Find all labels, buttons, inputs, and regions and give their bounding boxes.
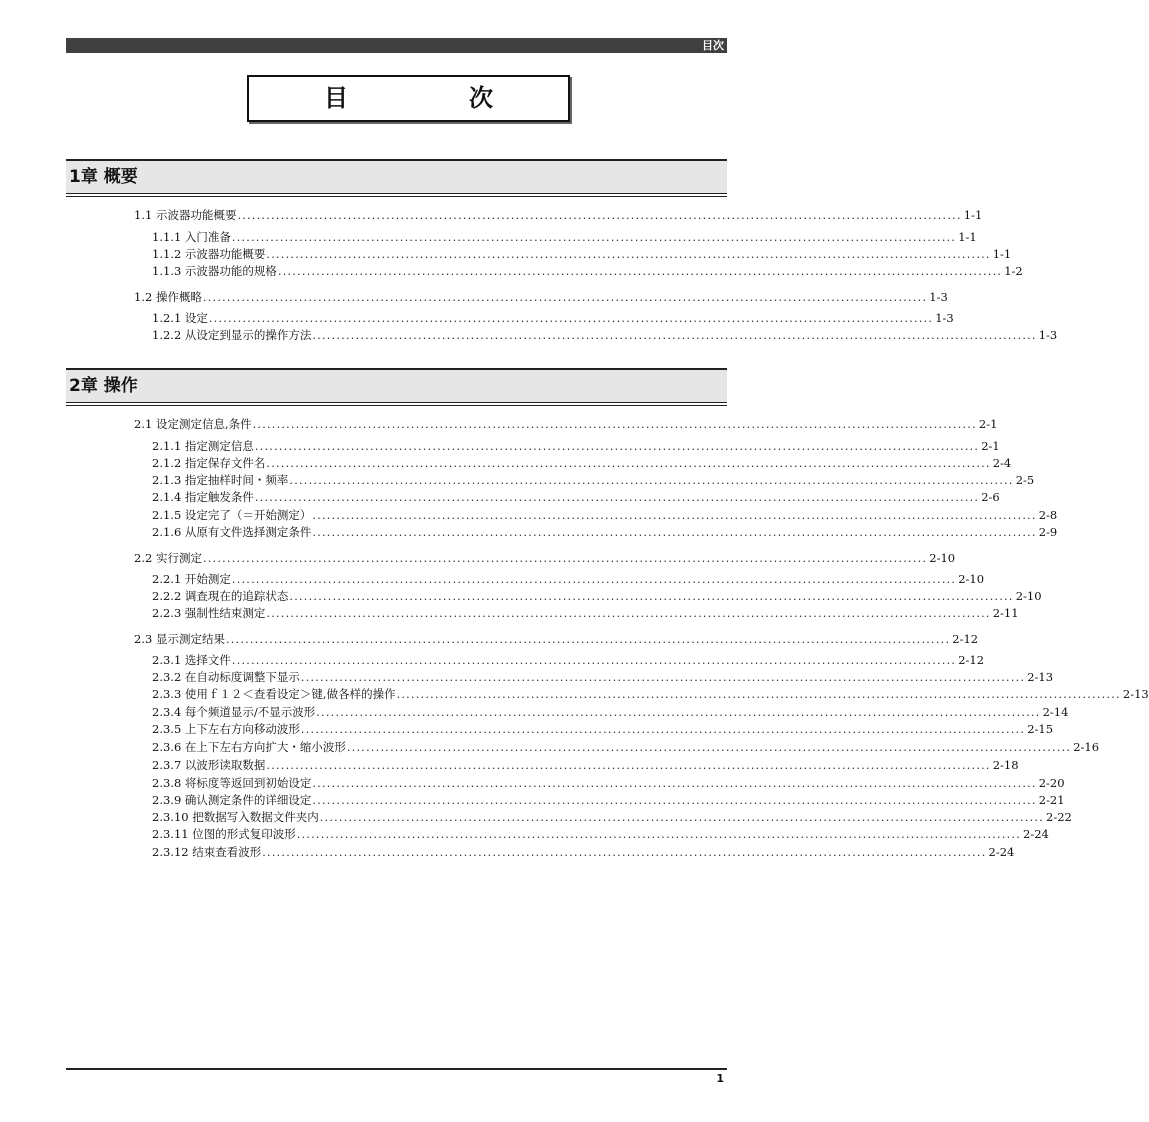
toc-entry-page: 2-11 bbox=[992, 606, 1019, 620]
toc-entry[interactable] bbox=[152, 229, 977, 246]
toc-entry-page: 1-1 bbox=[963, 208, 983, 222]
toc-entry-label: 1.1.2 示波器功能概要 bbox=[152, 247, 266, 261]
toc-leader-dots: ....................................................................................................................................................... bbox=[312, 329, 1037, 342]
page-number: 1 bbox=[716, 1072, 724, 1085]
toc-leader-dots: ....................................................................................................................................................... bbox=[237, 209, 962, 222]
toc-leader-dots: ....................................................................................................................................................... bbox=[300, 671, 1026, 684]
toc-leader-dots: ....................................................................................................................................................... bbox=[231, 231, 957, 244]
toc-entry[interactable] bbox=[152, 263, 1023, 280]
toc-entry[interactable] bbox=[152, 524, 1058, 541]
toc-entry[interactable] bbox=[152, 438, 1000, 455]
toc-entry-page: 2-10 bbox=[958, 572, 985, 586]
page-title-box bbox=[247, 75, 570, 122]
toc-entry-page: 2-12 bbox=[958, 653, 985, 667]
toc-entry-label: 2.3.4 每个频道显示/不显示波形 bbox=[152, 705, 316, 719]
toc-entry-label: 1.1 示波器功能概要 bbox=[134, 208, 237, 222]
toc-leader-dots: ....................................................................................................................................................... bbox=[208, 312, 934, 325]
toc-entry-page: 2-24 bbox=[988, 845, 1015, 859]
toc-entry-label: 2.3.7 以波形读取数据 bbox=[152, 758, 266, 772]
toc-entry[interactable] bbox=[152, 704, 1069, 721]
toc-entry[interactable] bbox=[134, 416, 998, 433]
toc-leader-dots: ....................................................................................................................................................... bbox=[346, 741, 1072, 754]
toc-entry-label: 1.2.1 设定 bbox=[152, 311, 208, 325]
toc-entry-page: 1-3 bbox=[935, 311, 954, 325]
toc-entry-label: 2.1.3 指定抽样时间・频率 bbox=[152, 473, 289, 487]
toc-leader-dots: ....................................................................................................................................................... bbox=[266, 248, 991, 261]
toc-entry[interactable] bbox=[152, 721, 1054, 738]
toc-entry-label: 2.3 显示测定结果 bbox=[134, 632, 225, 646]
toc-entry-page: 2-8 bbox=[1038, 508, 1058, 522]
toc-entry[interactable] bbox=[152, 809, 1072, 826]
chapter-1-heading bbox=[66, 159, 727, 194]
toc-entry[interactable] bbox=[152, 571, 985, 588]
toc-entry[interactable] bbox=[152, 826, 1049, 843]
toc-leader-dots: ....................................................................................................................................................... bbox=[266, 607, 991, 620]
toc-entry-page: 2-10 bbox=[929, 551, 956, 565]
toc-entry[interactable] bbox=[152, 739, 1100, 756]
toc-entry-label: 2.3.2 在自动标度调整下显示 bbox=[152, 670, 300, 684]
toc-leader-dots: ....................................................................................................................................................... bbox=[312, 777, 1037, 790]
toc-entry-label: 2.3.9 确认测定条件的详细设定 bbox=[152, 793, 312, 807]
toc-entry[interactable] bbox=[152, 686, 1149, 703]
toc-entry[interactable] bbox=[152, 489, 1000, 506]
toc-entry-page: 2-18 bbox=[992, 758, 1019, 772]
toc-entry-page: 2-1 bbox=[978, 417, 998, 431]
toc-entry-label: 2.3.12 结束查看波形 bbox=[152, 845, 262, 859]
toc-entry-page: 2-10 bbox=[1015, 589, 1042, 603]
toc-leader-dots: ....................................................................................................................................................... bbox=[262, 846, 987, 859]
toc-entry-label: 1.1.1 入门准备 bbox=[152, 230, 231, 244]
toc-entry[interactable] bbox=[152, 246, 1012, 263]
toc-leader-dots: ....................................................................................................................................................... bbox=[277, 265, 1003, 278]
toc-entry-label: 2.2 实行测定 bbox=[134, 551, 202, 565]
toc-entry[interactable] bbox=[152, 605, 1019, 622]
toc-entry-page: 2-6 bbox=[981, 490, 1000, 504]
toc-leader-dots: ....................................................................................................................................................... bbox=[319, 811, 1045, 824]
toc-entry-label: 2.3.10 把数据写入数据文件夹内 bbox=[152, 810, 319, 824]
toc-entry-page: 1-1 bbox=[992, 247, 1012, 261]
page-title-char-1: 目 bbox=[324, 84, 348, 112]
toc-leader-dots: ....................................................................................................................................................... bbox=[254, 440, 980, 453]
toc-entry-label: 2.3.1 选择文件 bbox=[152, 653, 231, 667]
toc-leader-dots: ....................................................................................................................................................... bbox=[289, 590, 1014, 603]
header-bar bbox=[66, 38, 727, 53]
toc-entry-label: 2.3.5 上下左右方向移动波形 bbox=[152, 722, 300, 736]
toc-entry-label: 1.1.3 示波器功能的规格 bbox=[152, 264, 277, 278]
toc-entry-label: 2.2.2 调查現在的追踪状态 bbox=[152, 589, 289, 603]
chapter-2-heading bbox=[66, 368, 727, 403]
toc-leader-dots: ....................................................................................................................................................... bbox=[266, 759, 991, 772]
toc-entry-label: 2.1.2 指定保存文件名 bbox=[152, 456, 266, 470]
toc-entry-page: 2-15 bbox=[1027, 722, 1054, 736]
toc-leader-dots: ....................................................................................................................................................... bbox=[312, 526, 1037, 539]
toc-leader-dots: ....................................................................................................................................................... bbox=[300, 723, 1026, 736]
toc-leader-dots: ....................................................................................................................................................... bbox=[231, 654, 957, 667]
toc-entry[interactable] bbox=[152, 327, 1058, 344]
toc-entry[interactable] bbox=[152, 844, 1015, 861]
toc-leader-dots: ....................................................................................................................................................... bbox=[202, 552, 928, 565]
toc-entry-page: 2-24 bbox=[1023, 827, 1049, 841]
toc-entry-page: 2-13 bbox=[1027, 670, 1054, 684]
toc-entry[interactable] bbox=[134, 550, 956, 567]
toc-entry-page: 1-2 bbox=[1004, 264, 1023, 278]
toc-leader-dots: ....................................................................................................................................................... bbox=[225, 633, 951, 646]
toc-entry-label: 2.2.1 开始测定 bbox=[152, 572, 231, 586]
toc-entry-page: 2-9 bbox=[1038, 525, 1058, 539]
toc-entry-page: 2-22 bbox=[1046, 810, 1072, 824]
toc-entry[interactable] bbox=[152, 775, 1065, 792]
chapter-1-title: 1章 概要 bbox=[69, 167, 138, 187]
toc-leader-dots: ....................................................................................................................................................... bbox=[266, 457, 991, 470]
toc-entry[interactable] bbox=[134, 631, 979, 648]
toc-entry-label: 2.3.3 使用ｆ１２＜查看设定＞键,做各样的操作 bbox=[152, 687, 396, 701]
header-label: 目次 bbox=[702, 39, 724, 52]
toc-entry-page: 2-20 bbox=[1038, 776, 1065, 790]
toc-entry-label: 2.1.6 从原有文件选择测定条件 bbox=[152, 525, 312, 539]
toc-entry-page: 1-1 bbox=[958, 230, 977, 244]
toc-entry[interactable] bbox=[152, 455, 1012, 472]
toc-entry[interactable] bbox=[152, 472, 1035, 489]
toc-entry[interactable] bbox=[152, 652, 985, 669]
toc-entry-label: 2.1.4 指定触发条件 bbox=[152, 490, 254, 504]
toc-entry-page: 2-5 bbox=[1015, 473, 1035, 487]
toc-entry[interactable] bbox=[134, 289, 948, 306]
toc-entry-label: 2.3.8 将标度等返回到初始设定 bbox=[152, 776, 312, 790]
toc-entry[interactable] bbox=[152, 507, 1058, 524]
toc-entry-page: 2-16 bbox=[1073, 740, 1100, 754]
toc-entry-page: 1-3 bbox=[929, 290, 948, 304]
chapter-2-title: 2章 操作 bbox=[69, 376, 138, 396]
toc-leader-dots: ....................................................................................................................................................... bbox=[231, 573, 957, 586]
toc-leader-dots: ....................................................................................................................................................... bbox=[396, 688, 1121, 701]
toc-leader-dots: ....................................................................................................................................................... bbox=[289, 474, 1014, 487]
toc-entry-page: 2-14 bbox=[1042, 705, 1069, 719]
toc-entry[interactable] bbox=[152, 792, 1065, 809]
toc-entry-label: 2.1.1 指定测定信息 bbox=[152, 439, 254, 453]
toc-entry-label: 2.1.5 设定完了（＝开始测定） bbox=[152, 508, 312, 522]
toc-entry-page: 2-4 bbox=[992, 456, 1012, 470]
page-title-char-2: 次 bbox=[469, 84, 493, 112]
toc-entry-page: 2-1 bbox=[981, 439, 1000, 453]
toc-leader-dots: ....................................................................................................................................................... bbox=[202, 291, 928, 304]
toc-entry[interactable] bbox=[152, 757, 1019, 774]
toc-entry[interactable] bbox=[152, 588, 1042, 605]
toc-leader-dots: ....................................................................................................................................................... bbox=[296, 828, 1022, 841]
toc-leader-dots: ....................................................................................................................................................... bbox=[316, 706, 1041, 719]
toc-entry-label: 1.2.2 从设定到显示的操作方法 bbox=[152, 328, 312, 342]
toc-leader-dots: ....................................................................................................................................................... bbox=[312, 509, 1037, 522]
toc-entry-page: 2-13 bbox=[1122, 687, 1149, 701]
toc-entry-page: 1-3 bbox=[1038, 328, 1058, 342]
toc-leader-dots: ....................................................................................................................................................... bbox=[254, 491, 980, 504]
toc-leader-dots: ....................................................................................................................................................... bbox=[252, 418, 977, 431]
toc-entry-page: 2-12 bbox=[952, 632, 979, 646]
toc-entry[interactable] bbox=[134, 207, 983, 224]
toc-entry-label: 2.1 设定测定信息,条件 bbox=[134, 417, 252, 431]
toc-entry[interactable] bbox=[152, 310, 954, 327]
toc-leader-dots: ....................................................................................................................................................... bbox=[312, 794, 1037, 807]
toc-entry-label: 1.2 操作概略 bbox=[134, 290, 202, 304]
toc-entry-label: 2.3.6 在上下左右方向扩大・缩小波形 bbox=[152, 740, 346, 754]
toc-entry[interactable] bbox=[152, 669, 1054, 686]
footer-rule bbox=[66, 1068, 727, 1070]
toc-entry-page: 2-21 bbox=[1038, 793, 1065, 807]
toc-entry-label: 2.2.3 强制性结束测定 bbox=[152, 606, 266, 620]
toc-entry-label: 2.3.11 位图的形式复印波形 bbox=[152, 827, 296, 841]
